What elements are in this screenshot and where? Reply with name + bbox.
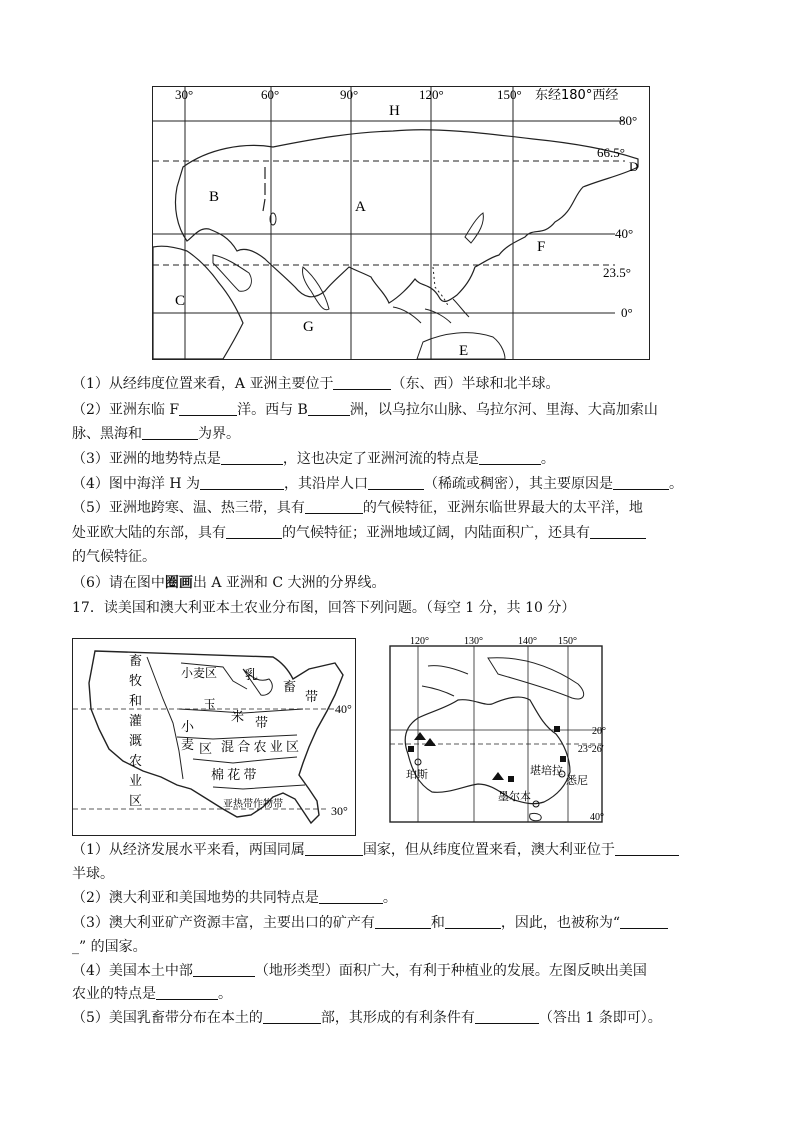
us-label-pasture: 牧 <box>129 673 143 688</box>
answer-blank[interactable] <box>613 475 669 490</box>
answer-blank[interactable] <box>226 524 282 539</box>
asia-lat-label: 40° <box>615 226 634 241</box>
us-label-corn: 米 <box>231 709 245 724</box>
answer-blank[interactable] <box>615 841 679 856</box>
us-lat-label: 40° <box>335 702 352 716</box>
us-label-pasture: 区 <box>129 793 143 808</box>
q16-9: （6）请在图中圈画出 A 亚洲和 C 大洲的分界线。 <box>72 575 386 591</box>
au-lon-label: 130° <box>464 636 483 647</box>
asia-lon-label: 150° <box>497 87 522 102</box>
answer-blank[interactable] <box>319 889 383 904</box>
q17-2: 半球。 <box>72 866 114 882</box>
answer-blank[interactable] <box>308 401 350 416</box>
city-melbourne: 墨尔本 <box>498 791 531 803</box>
answer-blank[interactable] <box>305 499 363 514</box>
asia-lon-label: 120° <box>419 87 444 102</box>
us-label-cotton: 棉 花 带 <box>211 767 257 782</box>
asia-lat-label: 80° <box>619 113 638 128</box>
answer-blank[interactable] <box>375 914 431 929</box>
q16-8: 的气候特征。 <box>72 549 156 565</box>
us-label-corn: 玉 <box>203 697 217 712</box>
answer-blank[interactable] <box>475 1009 539 1024</box>
us-label-swheat: 麦 <box>181 737 195 752</box>
city-sydney: 悉尼 <box>566 775 588 787</box>
us-label-dairy: 畜 <box>283 679 297 694</box>
q16-5: （4）图中海洋 H 为 ，其沿岸人口 （稀疏或稠密），其主要原因是 。 <box>72 476 684 492</box>
us-label-pasture: 业 <box>129 773 143 788</box>
answer-blank[interactable] <box>200 475 284 490</box>
region-a: A <box>355 199 366 215</box>
region-d: D <box>629 159 639 174</box>
answer-blank[interactable] <box>193 962 255 977</box>
region-c: C <box>175 293 186 309</box>
answer-blank[interactable] <box>156 985 218 1000</box>
answer-blank[interactable] <box>142 425 198 440</box>
us-label-dairy: 乳 <box>245 667 259 682</box>
city-perth: 珀斯 <box>406 769 428 781</box>
au-lat-label: 23°26′ <box>577 744 604 755</box>
q16-2: （2）亚洲东临 F 洋。西与 B 洲，以乌拉尔山脉、乌拉尔河、里海、大高加索山 <box>72 402 658 418</box>
answer-blank[interactable] <box>590 524 646 539</box>
answer-blank[interactable] <box>263 1009 321 1024</box>
answer-blank[interactable] <box>305 841 363 856</box>
answer-blank[interactable] <box>368 475 424 490</box>
au-lon-label: 140° <box>518 636 537 647</box>
au-lat-label: 20° <box>592 726 606 737</box>
us-label-subtrop: 亚热带作物带 <box>223 799 283 810</box>
q16-3: 脉、黑海和 为界。 <box>72 426 240 442</box>
q17-5: _” 的国家。 <box>72 939 147 955</box>
q17-7: 农业的特点是 。 <box>72 986 232 1002</box>
region-h: H <box>389 103 400 119</box>
answer-blank[interactable] <box>179 401 237 416</box>
asia-lat-label: 66.5° <box>597 145 625 160</box>
us-map <box>72 638 356 836</box>
answer-blank[interactable] <box>445 914 501 929</box>
us-label-pasture: 溉 <box>129 733 143 748</box>
us-label-mixed: 混 合 农 业 区 <box>221 739 300 754</box>
q16-4: （3）亚洲的地势特点是 ，这也决定了亚洲河流的特点是 。 <box>72 451 555 467</box>
asia-lat-label: 23.5° <box>603 265 631 280</box>
us-label-pasture: 农 <box>129 753 143 768</box>
asia-lon-label: 东经180°西经 <box>535 88 619 103</box>
q17-3: （2）澳大利亚和美国地势的共同特点是 。 <box>72 890 397 906</box>
au-lon-label: 120° <box>410 636 429 647</box>
us-label-pasture: 和 <box>129 693 143 708</box>
us-label-wheat: 小麦区 <box>181 666 218 680</box>
region-b: B <box>209 189 220 205</box>
asia-lat-label: 0° <box>621 305 633 320</box>
us-label-pasture: 灌 <box>129 713 143 728</box>
us-label-pasture: 畜 <box>129 653 143 668</box>
q17-8: （5）美国乳畜带分布在本土的 部，其形成的有利条件有 （答出 1 条即可）。 <box>72 1010 662 1026</box>
q16-7: 处亚欧大陆的东部，具有 的气候特征；亚洲地域辽阔，内陆面积广，还具有 <box>72 523 646 543</box>
us-lat-label: 30° <box>331 804 348 818</box>
q16-1: （1）从经纬度位置来看，A 亚洲主要位于 （东、西）半球和北半球。 <box>72 376 560 392</box>
answer-blank[interactable] <box>221 450 283 465</box>
city-canberra: 堪培拉 <box>530 765 563 777</box>
us-label-swheat: 区 <box>199 741 213 756</box>
asia-lon-label: 90° <box>340 87 359 102</box>
answer-blank[interactable] <box>479 450 541 465</box>
q17-1: （1）从经济发展水平来看，两国同属 国家，但从纬度位置来看，澳大利亚位于 <box>72 840 679 860</box>
au-lon-label: 150° <box>558 636 577 647</box>
australia-map <box>388 634 606 824</box>
q17-6: （4）美国本土中部 （地形类型）面积广大，有利于种植业的发展。左图反映出美国 <box>72 963 647 979</box>
q17-title: 17．读美国和澳大利亚本土农业分布图，回答下列问题。（每空 1 分，共 10 分） <box>72 600 576 616</box>
answer-blank[interactable] <box>333 375 391 390</box>
asia-lon-label: 60° <box>261 87 280 102</box>
region-g: G <box>303 319 314 335</box>
answer-blank[interactable] <box>620 914 668 929</box>
us-label-dairy: 带 <box>305 689 319 704</box>
region-f: F <box>537 239 546 255</box>
us-label-swheat: 小 <box>181 719 195 734</box>
asia-lon-label: 30° <box>175 87 194 102</box>
q16-6: （5）亚洲地跨寒、温、热三带，具有 的气候特征，亚洲东临世界最大的太平洋，地 <box>72 500 643 516</box>
asia-map <box>152 86 650 360</box>
us-label-corn: 带 <box>255 715 269 730</box>
region-e: E <box>459 343 469 359</box>
q17-4: （3）澳大利亚矿产资源丰富，主要出口的矿产有 和 ，因此，也被称为“ <box>72 913 668 933</box>
au-lat-label: 40° <box>590 812 604 823</box>
